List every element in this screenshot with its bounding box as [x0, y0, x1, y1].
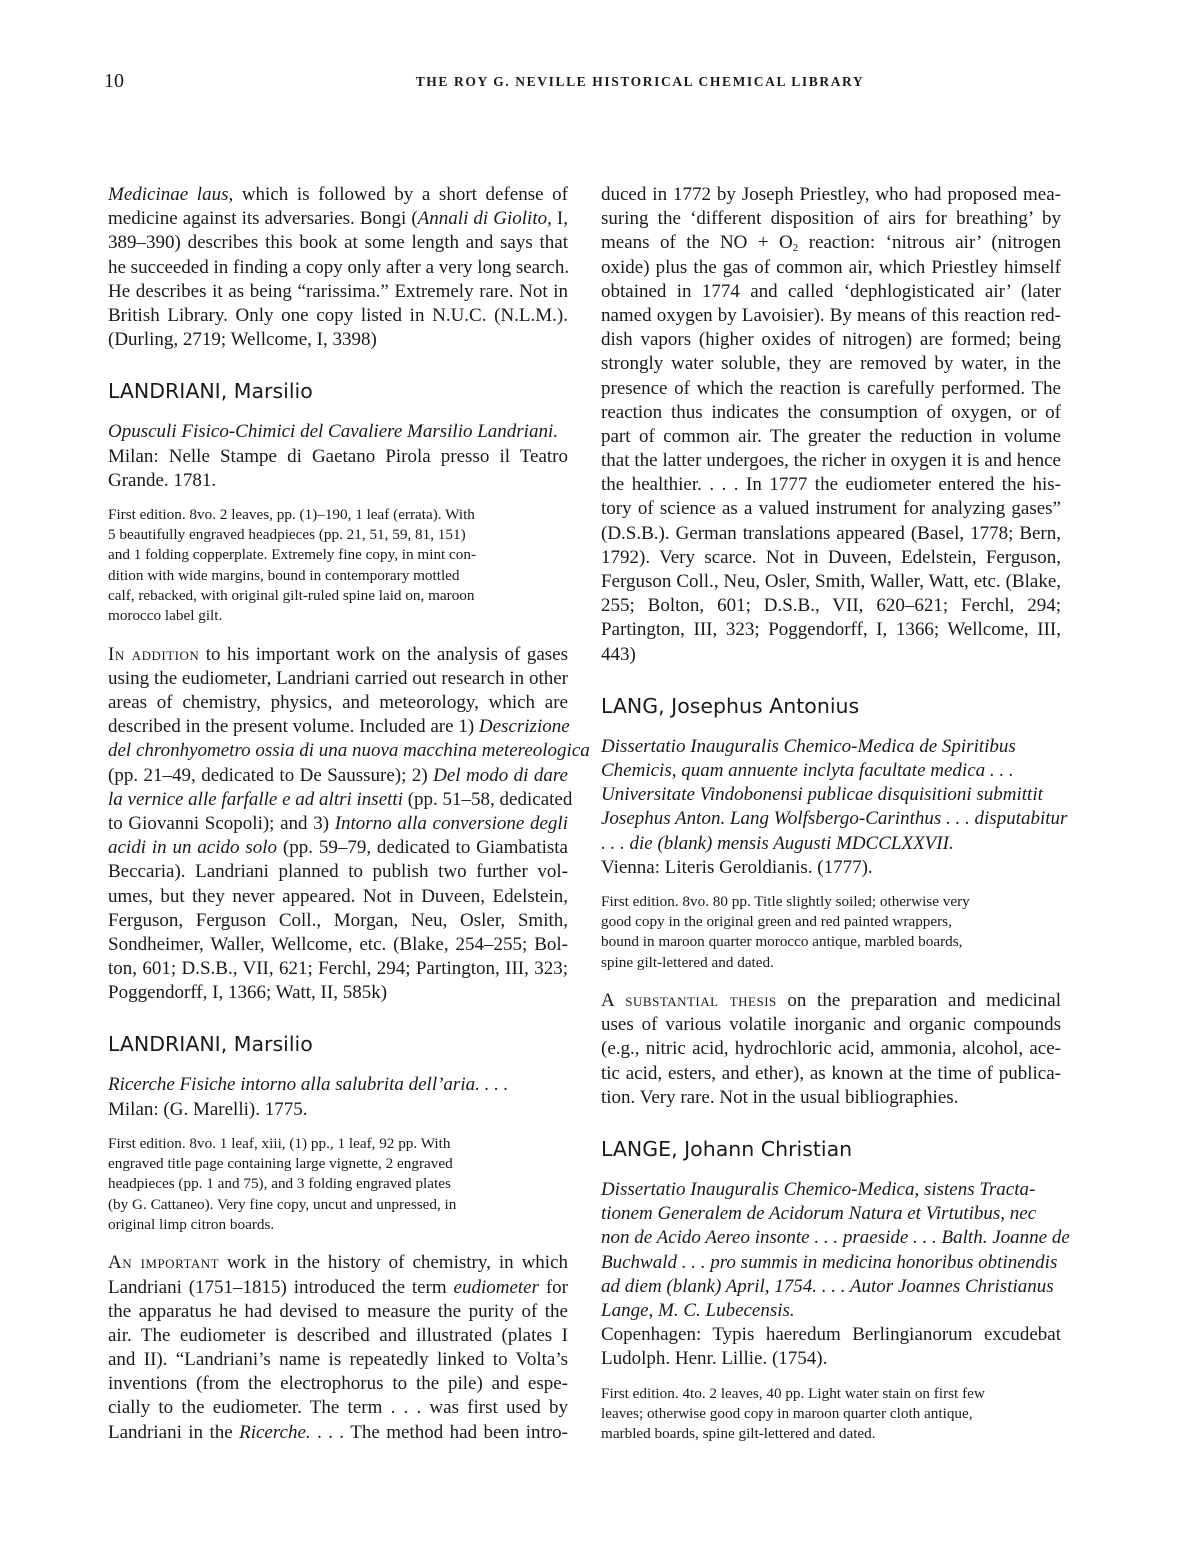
continued-paragraph: duced in 1772 by Joseph Priestley, who had proposed mea- suring the ‘different disposition of airs for breathing’ by means of the NO + $O_2$ reaction: ‘nitrous air’ (nitrogen oxide) plus the gas of common air, which Priestley himself obtained in 1774 and called ‘dephlogisticated air’ (later named oxygen by Lavoisier). By means of this reaction red- dish vapors (higher oxides of nitrogen) are formed; being strongly water soluble, they are removed by water, in the presence of which the reaction is carefully performed. The reaction thus indicates the consumption of oxygen, or of part of common air. The greater the reduction in volume that the latter undergoes, the richer in oxygen it is and hence the healthier. . . . In 1777 the eudiometer entered the his- tory of science as a valued instrument for analyzing gases” (D.S.B.). German translations appeared (Basel, 1778; Bern, 1792). Very scarce. Not in Duveen, Edelstein, Ferguson, Ferguson Coll., Neu, Osler, Smith, Waller, Watt, etc. (Blake, 255; Bolton, 601; D.S.B., VII, 620–621; Ferchl, 294; Partington, III, 323; Poggendorff, I, 1366; Wellcome, III, 443) [601, 184, 1062, 665]
entry-commentary: A substantial thesis on the preparation and medicinal uses of various volatile inorganic and organic compounds (e.g., nitric acid, hydrochloric acid, ammonia, alcohol, ace- tic acid, esters, and ether), as known at the time of publica- tion. Very rare. Not in the usual bibliographies. [601, 990, 1061, 1108]
entry-heading: LANDRIANI, Marsilio [108, 379, 313, 404]
entry-title: Dissertatio Inauguralis Chemico-Medica de Spiritibus Chemicis, quam annuente inclyta facultate medica . . . Universitate Vindobonensi publicae disquisitioni submittit Josephus Anton. Lang Wolfsbergo-Carinthus . . . disputabitur . . . die (blank) mensis Augusti MDCCLXXVII. [601, 735, 1068, 854]
entry-collation: First edition. 8vo. 80 pp. Title slightly soiled; otherwise very good copy in the original green and red painted wrappers, bound in maroon quarter morocco antique, marbled boards, spine gilt-lettered and dated. [601, 892, 970, 971]
entry-commentary: In addition to his important work on the analysis of gases using the eudiometer, Landriani carried out research in other areas of chemistry, physics, and meteorology, which are described in the present volume. Included are 1) Descrizione del chronhyometro ossia di una nuova macchina metereologica (pp. 21–49, dedicated to De Saussure); 2) Del modo di dare la vernice alle farfalle e ad altri insetti (pp. 51–58, dedicated to Giovanni Scopoli); and 3) Intorno alla conversione degli acidi in un acido solo (pp. 59–79, dedicated to Giambatista Beccaria). Landriani planned to publish two further vol- umes, but they never appeared. Not in Duveen, Edelstein, Ferguson, Ferguson Coll., Morgan, Neu, Osler, Smith, Sondheimer, Waller, Wellcome, etc. (Blake, 254–255; Bol- ton, 601; D.S.B., VII, 621; Ferchl, 294; Partington, III, 323; Poggendorff, I, 1366; Watt, II, 585k) [108, 643, 590, 1004]
entry-collation: First edition. 4to. 2 leaves, 40 pp. Light water stain on first few leaves; otherwise good copy in maroon quarter cloth antique, marbled boards, spine gilt-lettered and dated. [601, 1384, 985, 1443]
entry-imprint: Milan: Nelle Stampe di Gaetano Pirola presso il Teatro Grande. 1781. [108, 445, 568, 491]
entry-imprint: Vienna: Literis Geroldianis. (1777). [601, 856, 873, 878]
entry-heading: LANGE, Johann Christian [601, 1137, 853, 1161]
page-number: 10 [104, 70, 124, 92]
left-column [108, 183, 590, 1445]
italic-title: Medicinae laus [108, 184, 229, 205]
running-head: THE ROY G. NEVILLE HISTORICAL CHEMICAL LIBRARY [415, 74, 865, 89]
right-column [601, 183, 1070, 1444]
entry-heading: LANG, Josephus Antonius [601, 693, 860, 718]
entry-title: Opusculi Fisico-Chimici del Cavaliere Marsilio Landriani. [108, 421, 558, 443]
entry-title: Dissertatio Inauguralis Chemico-Medica, sistens Tracta- tionem Generalem de Acidorum Natura et Virtutibus, nec non de Acido Aereo insonte . . . praeside . . . Balth. Joanne de Buchwald . . . pro summis in medicina honoribus obtinendis ad diem (blank) April, 1754. . . . Autor Joannes Christianus Lange, M. C. Lubecensis. [601, 1179, 1070, 1321]
entry-collation: First edition. 8vo. 2 leaves, pp. (1)–190, 1 leaf (errata). With 5 beautifully engraved headpieces (pp. 21, 51, 59, 81, 151) and 1 folding copperplate. Extremely fine copy, in mint con- dition with wide margins, bound in contemporary mottled calf, rebacked, with original gilt-ruled spine laid on, maroon morocco label gilt. [108, 505, 477, 625]
entry-imprint: Copenhagen: Typis haeredum Berlingianorum excudebat Ludolph. Henr. Lillie. (1754). [601, 1324, 1061, 1370]
entry-heading: LANDRIANI, Marsilio [108, 1032, 313, 1057]
continued-paragraph: Medicinae laus, which is followed by a short defense of medicine against its adversaries. Bongi (Annali di Giolito, I, 389–390) describes this book at some length and says that he succeeded in finding a copy only after a very long search. He describes it as being “rarissima.” Extremely rare. Not in British Library. Only one copy listed in N.U.C. (N.L.M.). (Durling, 2719; Wellcome, I, 3398) [108, 184, 570, 351]
entry-commentary: An important work in the history of chemistry, in which Landriani (1751–1815) introduced the term eudiometer for the apparatus he had devised to measure the purity of the air. The eudiometer is described and illustrated (plates I and II). “Landriani’s name is repeatedly linked to Volta’s inventions (from the electrophorus to the pile) and espe- cially to the eudiometer. The term . . . was first used by Landriani in the Ricerche. . . . The method had been intro- [108, 1252, 568, 1443]
entry-title: Ricerche Fisiche intorno alla salubrita dell’aria. . . . [108, 1074, 509, 1096]
entry-collation: First edition. 8vo. 1 leaf, xiii, (1) pp., 1 leaf, 92 pp. With engraved title page containing large vignette, 2 engraved headpieces (pp. 1 and 75), and 3 folding engraved plates (by G. Cattaneo). Very fine copy, uncut and unpressed, in original limp citron boards. [108, 1134, 457, 1234]
entry-imprint: Milan: (G. Marelli). 1775. [108, 1098, 308, 1120]
